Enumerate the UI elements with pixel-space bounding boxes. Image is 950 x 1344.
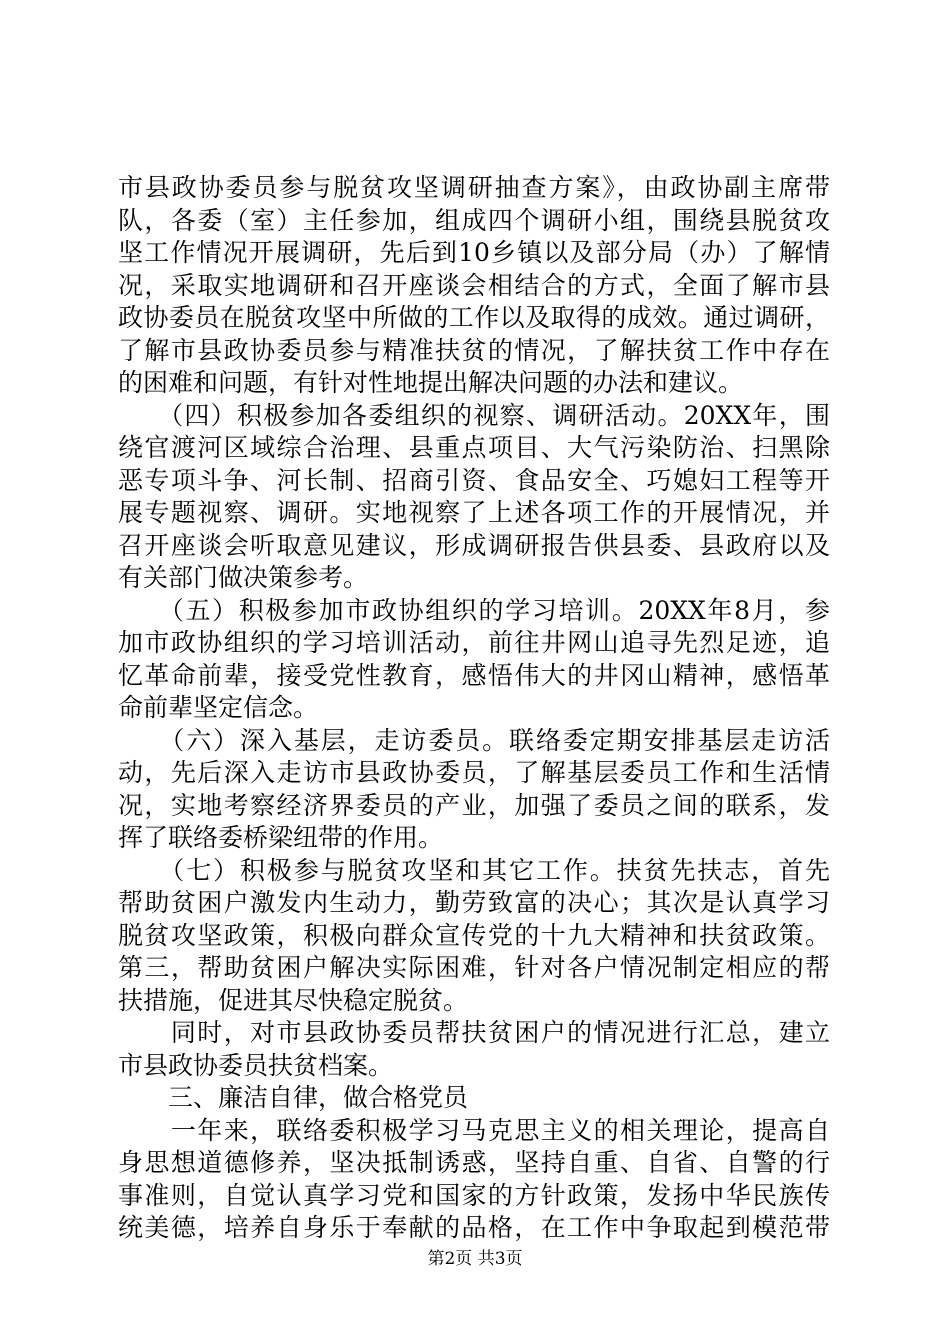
text-line: 的困难和问题，有针对性地提出解决问题的办法和建议。 [118,368,744,397]
text-line: 况，采取实地调研和召开座谈会相结合的方式，全面了解市县 [118,270,830,300]
text-line: 召开座谈会听取意见建议，形成调研报告供县委、县政府以及 [118,530,830,560]
text-line: 加市政协组织的学习培训活动，前往井网山追寻先烈足迹，追 [118,628,830,657]
text-line: （四）积极参加各委组织的视察、调研活动。20XX年，围 [118,400,830,430]
page-footer: 第2页 共3页 [427,1249,523,1269]
text-line: 况，实地考察经济界委员的产业，加强了委员之间的联系，发 [118,790,830,820]
text-line: 动，先后深入走访市县政协委员，了解基层委员工作和生活情 [118,758,830,787]
text-line: 绕官渡河区域综合治理、县重点项目、大气污染防治、扫黑除 [118,433,830,462]
text-line: 统美德，培养自身乐于奉献的品格，在工作中争取起到模范带 [118,1213,830,1242]
text-line: 恶专项斗争、河长制、招商引资、食品安全、巧媳妇工程等开 [118,465,830,495]
text-line: 命前辈坚定信念。 [118,693,319,722]
text-line: 三、廉洁自律，做合格党员 [118,1083,469,1112]
text-line: 扶措施，促进其尽快稳定脱贫。 [118,985,469,1015]
text-line: （七）积极参与脱贫攻坚和其它工作。扶贫先扶志，首先 [118,855,830,885]
text-line: （六）深入基层，走访委员。联络委定期安排基层走访活 [118,725,830,755]
text-line: 事准则，自觉认真学习党和国家的方针政策，发扬中华民族传 [118,1180,830,1210]
text-line: 第三，帮助贫困户解决实际困难，针对各户情况制定相应的帮 [118,953,830,982]
text-line: 市县政协委员扶贫档案。 [118,1050,394,1080]
text-line: 队，各委（室）主任参加，组成四个调研小组，围绕县脱贫攻 [118,205,830,235]
text-line: 坚工作情况开展调研，先后到10乡镇以及部分局（办）了解情 [118,238,830,267]
text-line: 一年来，联络委积极学习马克思主义的相关理论，提高自 [118,1115,830,1145]
text-line: 身思想道德修养，坚决抵制诱惑，坚持自重、自省、自警的行 [118,1148,830,1177]
text-line: 有关部门做决策参考。 [118,563,369,592]
text-line: （五）积极参加市政协组织的学习培训。20XX年8月，参 [118,595,830,625]
text-line: 展专题视察、调研。实地视察了上述各项工作的开展情况，并 [118,498,830,527]
text-line: 忆革命前辈，接受党性教育，感悟伟大的井冈山精神，感悟革 [118,660,830,690]
text-line: 挥了联络委桥梁纽带的作用。 [118,823,444,852]
text-line: 了解市县政协委员参与精准扶贫的情况，了解扶贫工作中存在 [118,335,830,365]
text-line: 政协委员在脱贫攻坚中所做的工作以及取得的成效。通过调研， [118,303,830,332]
text-line: 帮助贫困户激发内生动力，勤劳致富的决心；其次是认真学习 [118,888,830,917]
document-body [118,172,830,1245]
text-line: 脱贫攻坚政策，积极向群众宣传党的十九大精神和扶贫政策。 [118,920,830,950]
text-line: 同时，对市县政协委员帮扶贫困户的情况进行汇总，建立 [118,1018,830,1047]
text-line: 市县政协委员参与脱贫攻坚调研抽查方案》，由政协副主席带 [118,173,830,202]
